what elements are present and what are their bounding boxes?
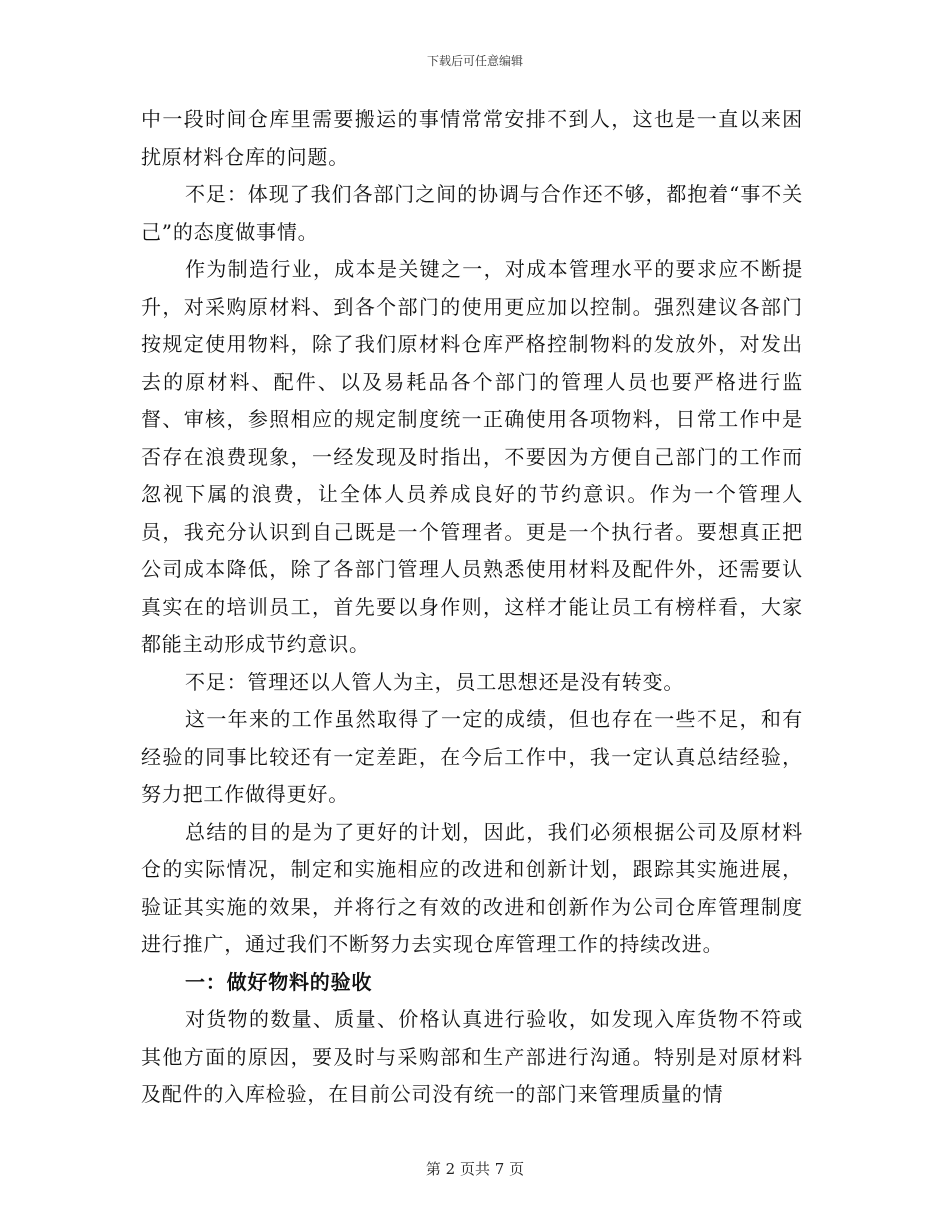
page-header: 下载后可任意编辑 <box>426 54 523 68</box>
paragraph-summary-purpose: 总结的目的是为了更好的计划，因此，我们必须根据公司及原材料仓的实际情况，制定和实施相应的改进和创新计划，跟踪其实施进展，验证其实施的效果，并将行之有效的改进和创新作为公司仓库管理制度进行推广，通过我们不断努力去实现仓库管理工作的持续改进。 <box>141 819 803 956</box>
paragraph-shortcoming-coordination: 不足：体现了我们各部门之间的协调与合作还不够，都抱着“事不关己”的态度做事情。 <box>141 182 803 244</box>
paragraph-acceptance: 对货物的数量、质量、价格认真进行验收，如发现入库货物不符或其他方面的原因，要及时与采购部和生产部进行沟通。特别是对原材料及配件的入库检验，在目前公司没有统一的部门来管理质量的情 <box>141 1007 803 1106</box>
page-footer: 第 2 页共 7 页 <box>425 1160 525 1178</box>
section-heading: 一：做好物料的验收 <box>185 969 373 994</box>
paragraph-cost-control: 作为制造行业，成本是关键之一，对成本管理水平的要求应不断提升，对采购原材料、到各个部门的使用更应加以控制。强烈建议各部门按规定使用物料，除了我们原材料仓库严格控制物料的发放外，对发出去的原材料、配件、以及易耗品各个部门的管理人员也要严格进行监督、审核，参照相应的规定制度统一正确使用各项物料，日常工作中是否存在浪费现象，一经发现及时指出，不要因为方便自己部门的工作而忽视下属的浪费，让全体人员养成良好的节约意识。作为一个管理人员，我充分认识到自己既是一个管理者。更是一个执行者。要想真正把公司成本降低，除了各部门管理人员熟悉使用材料及配件外，还需要认真实在的培训员工，首先要以身作则，这样才能让员工有榜样看，大家都能主动形成节约意识。 <box>141 257 803 656</box>
paragraph-continuation: 中一段时间仓库里需要搬运的事情常常安排不到人，这也是一直以来困扰原材料仓库的问题。 <box>141 107 803 169</box>
paragraph-shortcoming-management: 不足：管理还以人管人为主，员工思想还是没有转变。 <box>185 669 685 694</box>
document-body <box>141 101 803 1114</box>
paragraph-year-review: 这一年来的工作虽然取得了一定的成绩，但也存在一些不足，和有经验的同事比较还有一定差距，在今后工作中，我一定认真总结经验，努力把工作做得更好。 <box>141 707 803 806</box>
